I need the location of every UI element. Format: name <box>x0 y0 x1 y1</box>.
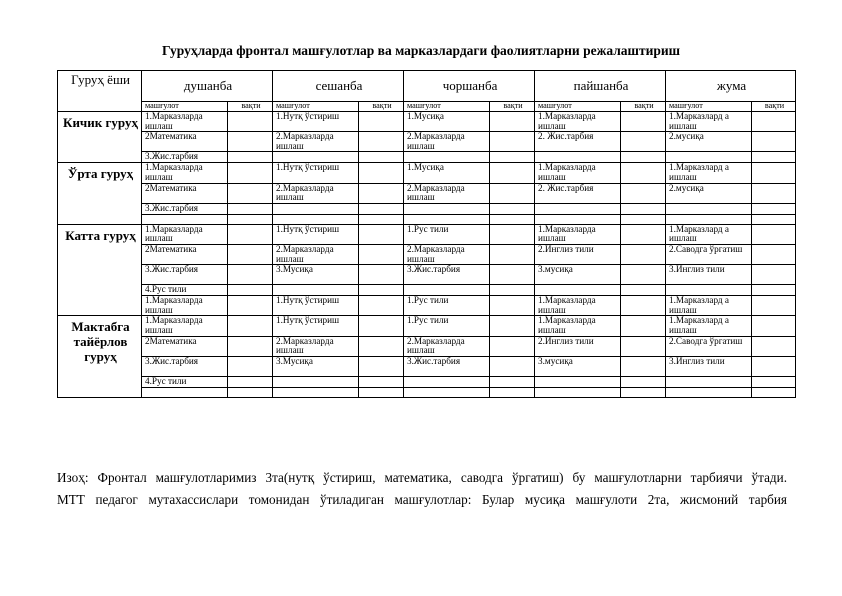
time-subheader: вақти <box>490 102 535 112</box>
table-row <box>58 203 796 214</box>
time-cell <box>359 203 404 214</box>
activity-cell: 3.Жис.тарбия <box>142 203 228 214</box>
activity-cell: 3.Жис.тарбия <box>142 265 228 285</box>
group-name: Мактабга тайёрлов гуруҳ <box>58 316 142 397</box>
time-cell <box>359 285 404 296</box>
time-cell <box>359 132 404 152</box>
activity-cell <box>666 214 752 224</box>
time-cell <box>228 316 273 336</box>
activity-cell: 1.Нутқ ўстириш <box>273 163 359 183</box>
activity-cell: 3.Жис.тарбия <box>142 152 228 163</box>
time-cell <box>228 214 273 224</box>
activity-cell <box>404 203 490 214</box>
day-header: сешанба <box>273 71 404 102</box>
time-cell <box>490 152 535 163</box>
activity-cell: 1.Нутқ ўстириш <box>273 316 359 336</box>
time-cell <box>490 112 535 132</box>
activity-cell: 2.Саводга ўргатиш <box>666 244 752 264</box>
activity-subheader: машғулот <box>142 102 228 112</box>
time-cell <box>359 296 404 316</box>
time-cell <box>490 244 535 264</box>
time-cell <box>490 132 535 152</box>
table-row <box>58 336 796 356</box>
activity-cell: 3.Жис.тарбия <box>142 356 228 376</box>
activity-cell <box>273 203 359 214</box>
time-subheader: вақти <box>228 102 273 112</box>
activity-cell: 3.мусиқа <box>535 356 621 376</box>
activity-cell: 3.Мусиқа <box>273 265 359 285</box>
table-row <box>58 112 796 132</box>
time-cell <box>752 112 796 132</box>
activity-cell <box>142 214 228 224</box>
time-cell <box>621 376 666 387</box>
activity-cell: 2.мусиқа <box>666 183 752 203</box>
activity-cell: 1.Марказлард а ишлаш <box>666 112 752 132</box>
time-cell <box>621 356 666 376</box>
time-cell <box>490 183 535 203</box>
time-cell <box>752 183 796 203</box>
time-cell <box>228 336 273 356</box>
activity-cell <box>273 152 359 163</box>
activity-cell: 3.Инглиз тили <box>666 265 752 285</box>
time-cell <box>752 224 796 244</box>
activity-cell <box>535 387 621 397</box>
table-row <box>58 244 796 264</box>
time-cell <box>752 356 796 376</box>
note-line-2: МТТ педагог мутахассислари томонидан ўтиладиган машғулотлар: Булар мусиқа машғулоти 2та, жисмоний тарбия <box>57 492 787 507</box>
activity-cell: 1.Рус тили <box>404 316 490 336</box>
activity-cell <box>535 376 621 387</box>
activity-cell: 1.Мусиқа <box>404 163 490 183</box>
activity-cell: 1.Марказларда ишлаш <box>535 296 621 316</box>
table-row <box>58 285 796 296</box>
document-title: Гуруҳларда фронтал машғулотлар ва марказлардаги фаолиятларни режалаштириш <box>161 43 681 58</box>
time-cell <box>752 387 796 397</box>
activity-cell: 1.Марказларда ишлаш <box>535 316 621 336</box>
activity-cell: 4.Рус тили <box>142 376 228 387</box>
table-row <box>58 214 796 224</box>
group-name: Ўрта гуруҳ <box>58 163 142 224</box>
time-cell <box>490 376 535 387</box>
activity-cell: 2.Марказларда ишлаш <box>404 132 490 152</box>
table-row <box>58 316 796 336</box>
time-cell <box>228 112 273 132</box>
activity-cell: 1.Марказлард а ишлаш <box>666 316 752 336</box>
time-cell <box>621 203 666 214</box>
activity-cell <box>404 285 490 296</box>
activity-subheader: машғулот <box>404 102 490 112</box>
activity-cell: 2.мусиқа <box>666 132 752 152</box>
activity-cell: 2.Инглиз тили <box>535 244 621 264</box>
time-cell <box>752 316 796 336</box>
activity-cell: 3.Инглиз тили <box>666 356 752 376</box>
time-cell <box>359 356 404 376</box>
time-cell <box>490 285 535 296</box>
time-cell <box>228 203 273 214</box>
time-cell <box>752 152 796 163</box>
time-cell <box>752 265 796 285</box>
activity-cell: 1.Рус тили <box>404 296 490 316</box>
activity-cell: 2Математика <box>142 336 228 356</box>
activity-cell: 1.Марказларда ишлаш <box>142 163 228 183</box>
day-header: жума <box>666 71 796 102</box>
table-row <box>58 296 796 316</box>
time-cell <box>359 316 404 336</box>
group-age-header: Гуруҳ ёши <box>58 71 142 112</box>
activity-cell: 2. Жис.тарбия <box>535 132 621 152</box>
table-row <box>58 183 796 203</box>
activity-cell <box>142 387 228 397</box>
activity-cell: 1.Марказлард а ишлаш <box>666 163 752 183</box>
table-row <box>58 356 796 376</box>
table-row <box>58 376 796 387</box>
activity-cell <box>273 285 359 296</box>
time-cell <box>621 387 666 397</box>
time-cell <box>359 265 404 285</box>
activity-cell <box>273 387 359 397</box>
activity-cell: 3.Мусиқа <box>273 356 359 376</box>
activity-cell <box>666 387 752 397</box>
time-cell <box>228 224 273 244</box>
activity-cell: 1.Мусиқа <box>404 112 490 132</box>
time-cell <box>228 183 273 203</box>
time-cell <box>621 214 666 224</box>
time-subheader: вақти <box>621 102 666 112</box>
time-cell <box>621 336 666 356</box>
activity-cell: 1.Марказлард а ишлаш <box>666 296 752 316</box>
activity-cell <box>404 152 490 163</box>
time-cell <box>359 336 404 356</box>
activity-cell: 2Математика <box>142 183 228 203</box>
activity-cell <box>404 387 490 397</box>
activity-cell <box>535 152 621 163</box>
time-cell <box>621 163 666 183</box>
time-cell <box>752 285 796 296</box>
time-cell <box>621 244 666 264</box>
time-subheader: вақти <box>752 102 796 112</box>
day-header: чоршанба <box>404 71 535 102</box>
activity-cell <box>404 376 490 387</box>
activity-cell <box>666 152 752 163</box>
header-row <box>58 71 796 102</box>
activity-cell: 2.Марказларда ишлаш <box>404 244 490 264</box>
time-cell <box>490 356 535 376</box>
activity-cell: 2.Инглиз тили <box>535 336 621 356</box>
time-subheader: вақти <box>359 102 404 112</box>
activity-cell: 2.Марказларда ишлаш <box>273 132 359 152</box>
activity-cell: 3.мусиқа <box>535 265 621 285</box>
time-cell <box>359 214 404 224</box>
activity-subheader: машғулот <box>666 102 752 112</box>
time-cell <box>621 265 666 285</box>
time-cell <box>752 214 796 224</box>
table-row <box>58 152 796 163</box>
table-row <box>58 132 796 152</box>
time-cell <box>752 336 796 356</box>
time-cell <box>359 183 404 203</box>
time-cell <box>621 183 666 203</box>
activity-cell: 2.Марказларда ишлаш <box>273 244 359 264</box>
time-cell <box>228 285 273 296</box>
time-cell <box>752 244 796 264</box>
activity-cell: 2.Марказларда ишлаш <box>273 183 359 203</box>
time-cell <box>621 152 666 163</box>
table-row <box>58 163 796 183</box>
time-cell <box>359 376 404 387</box>
time-cell <box>228 152 273 163</box>
time-cell <box>490 203 535 214</box>
activity-cell: 4.Рус тили <box>142 285 228 296</box>
activity-cell: 2. Жис.тарбия <box>535 183 621 203</box>
time-cell <box>228 163 273 183</box>
time-cell <box>359 244 404 264</box>
activity-cell: 1.Марказларда ишлаш <box>142 224 228 244</box>
time-cell <box>490 163 535 183</box>
activity-cell: 2.Марказларда ишлаш <box>273 336 359 356</box>
time-cell <box>752 376 796 387</box>
day-header: душанба <box>142 71 273 102</box>
table-row <box>58 224 796 244</box>
activity-cell <box>273 376 359 387</box>
activity-cell: 2.Марказларда ишлаш <box>404 183 490 203</box>
table-row <box>58 265 796 285</box>
time-cell <box>490 214 535 224</box>
subheader-row <box>58 102 796 112</box>
activity-cell: 3.Жис.тарбия <box>404 265 490 285</box>
activity-cell: 1.Рус тили <box>404 224 490 244</box>
day-header: пайшанба <box>535 71 666 102</box>
time-cell <box>359 387 404 397</box>
note-line-1: Изоҳ: Фронтал машғулотларимиз 3та(нутқ ўстириш, математика, саводга ўргатиш) бу машғулотларни тарбиячи ўтади. <box>57 470 787 485</box>
activity-cell <box>404 214 490 224</box>
activity-cell: 1.Марказлард а ишлаш <box>666 224 752 244</box>
time-cell <box>621 224 666 244</box>
activity-cell <box>666 285 752 296</box>
time-cell <box>490 224 535 244</box>
time-cell <box>228 265 273 285</box>
time-cell <box>228 132 273 152</box>
activity-cell <box>666 376 752 387</box>
time-cell <box>621 296 666 316</box>
time-cell <box>490 387 535 397</box>
activity-cell: 3.Жис.тарбия <box>404 356 490 376</box>
time-cell <box>490 296 535 316</box>
group-name: Катта гуруҳ <box>58 224 142 316</box>
activity-cell: 1.Нутқ ўстириш <box>273 112 359 132</box>
time-cell <box>752 132 796 152</box>
activity-cell: 2Математика <box>142 244 228 264</box>
time-cell <box>359 163 404 183</box>
schedule-table <box>57 70 796 398</box>
time-cell <box>752 203 796 214</box>
time-cell <box>490 336 535 356</box>
time-cell <box>490 316 535 336</box>
activity-cell <box>535 203 621 214</box>
activity-cell: 1.Нутқ ўстириш <box>273 296 359 316</box>
activity-cell: 1.Нутқ ўстириш <box>273 224 359 244</box>
time-cell <box>228 356 273 376</box>
time-cell <box>228 244 273 264</box>
time-cell <box>621 112 666 132</box>
activity-cell: 1.Марказларда ишлаш <box>142 316 228 336</box>
time-cell <box>359 152 404 163</box>
time-cell <box>359 112 404 132</box>
time-cell <box>752 296 796 316</box>
activity-cell: 1.Марказларда ишлаш <box>535 224 621 244</box>
time-cell <box>228 376 273 387</box>
activity-cell: 1.Марказларда ишлаш <box>142 112 228 132</box>
activity-cell <box>535 285 621 296</box>
time-cell <box>621 316 666 336</box>
time-cell <box>752 163 796 183</box>
activity-cell: 2Математика <box>142 132 228 152</box>
activity-cell: 2.Саводга ўргатиш <box>666 336 752 356</box>
group-name: Кичик гуруҳ <box>58 112 142 163</box>
time-cell <box>228 387 273 397</box>
table-row <box>58 387 796 397</box>
activity-subheader: машғулот <box>273 102 359 112</box>
time-cell <box>621 285 666 296</box>
activity-cell: 1.Марказларда ишлаш <box>535 163 621 183</box>
activity-cell: 1.Марказларда ишлаш <box>535 112 621 132</box>
time-cell <box>621 132 666 152</box>
activity-cell <box>273 214 359 224</box>
time-cell <box>490 265 535 285</box>
activity-cell <box>666 203 752 214</box>
activity-cell: 2.Марказларда ишлаш <box>404 336 490 356</box>
activity-subheader: машғулот <box>535 102 621 112</box>
time-cell <box>359 224 404 244</box>
time-cell <box>228 296 273 316</box>
activity-cell <box>535 214 621 224</box>
activity-cell: 1.Марказларда ишлаш <box>142 296 228 316</box>
